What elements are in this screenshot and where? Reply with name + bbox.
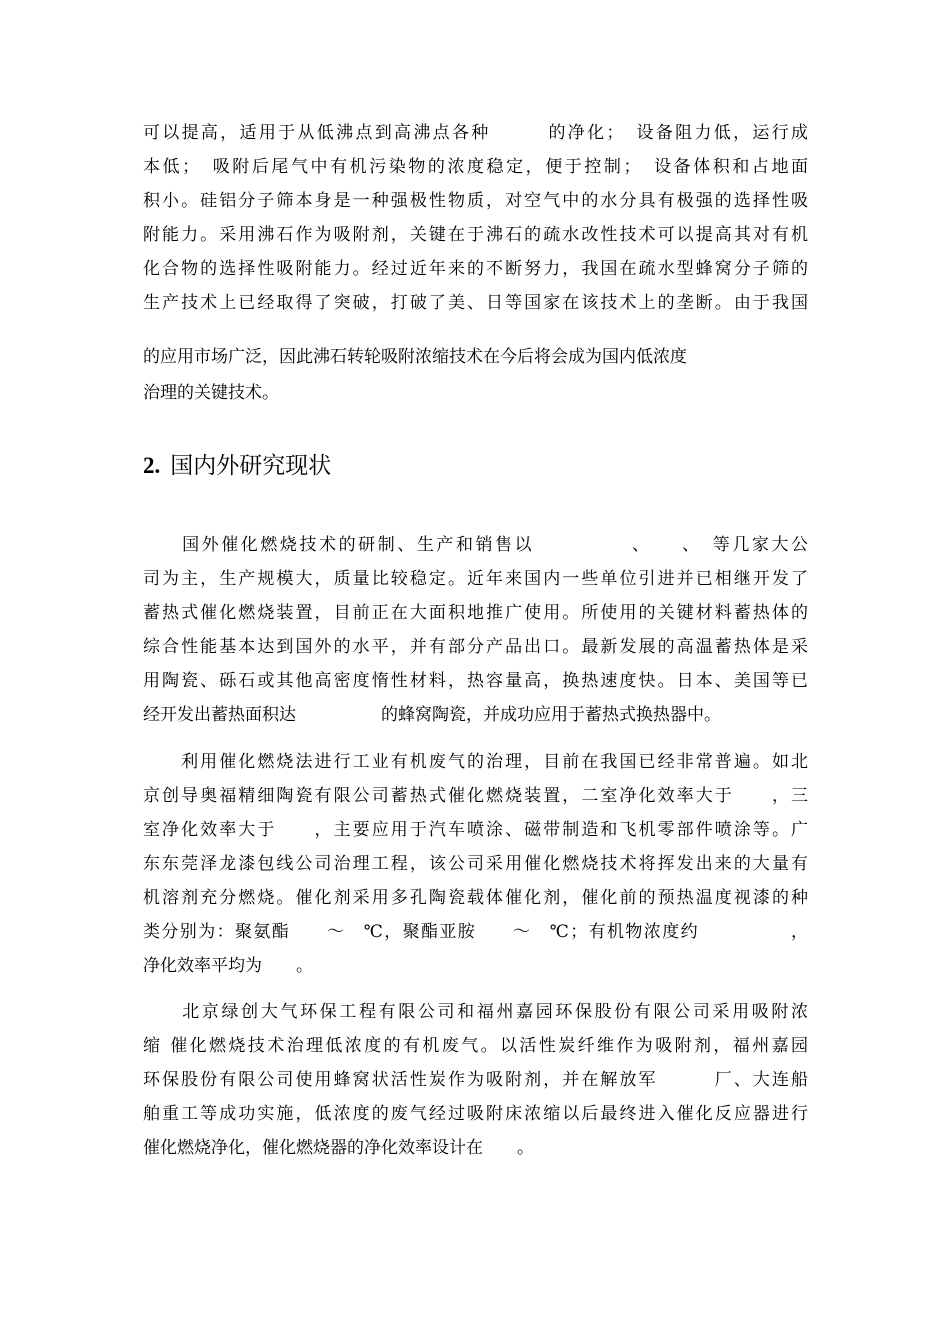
paragraph3-line: 类分别为：聚氨酯 ～ ℃，聚酯亚胺 ～ ℃；有机物浓度约 ， [143,922,808,942]
paragraph4-line: 北京绿创大气环保工程有限公司和福州嘉园环保股份有限公司采用吸附浓 [143,1002,808,1022]
paragraph3-line: 机溶剂充分燃烧。催化剂采用多孔陶瓷载体催化剂，催化前的预热温度视漆的种 [143,888,808,908]
paragraph2-line: 经开发出蓄热面积达 的蜂窝陶瓷，并成功应用于蓄热式换热器中。 [143,705,721,725]
paragraph2-line: 国外催化燃烧技术的研制、生产和销售以 、 、 等几家大公 [143,535,808,555]
paragraph1-line: 附能力。采用沸石作为吸附剂，关键在于沸石的疏水改性技术可以提高其对有机 [143,225,808,245]
paragraph1-line: 的应用市场广泛，因此沸石转轮吸附浓缩技术在今后将会成为国内低浓度 [143,347,687,367]
paragraph4-line: 环保股份有限公司使用蜂窝状活性炭作为吸附剂，并在解放军 厂、大连船 [143,1070,808,1090]
paragraph1-line: 积小。硅铝分子筛本身是一种强极性物质，对空气中的水分具有极强的选择性吸 [143,191,808,211]
paragraph3-line: 京创导奥福精细陶瓷有限公司蓄热式催化燃烧装置，二室净化效率大于 ，三 [143,786,808,806]
paragraph1-line: 可以提高，适用于从低沸点到高沸点各种 的净化； 设备阻力低，运行成 [143,123,808,143]
paragraph3-line: 东东莞泽龙漆包线公司治理工程，该公司采用催化燃烧技术将挥发出来的大量有 [143,854,808,874]
section-heading [143,450,331,482]
paragraph1-line: 化合物的选择性吸附能力。经过近年来的不断努力，我国在疏水型蜂窝分子筛的 [143,259,808,279]
paragraph4-line: 催化燃烧净化，催化燃烧器的净化效率设计在 。 [143,1138,534,1158]
paragraph3-line: 净化效率平均为 。 [143,956,313,976]
section-title: 国内外研究现状 [170,453,332,479]
paragraph2-line: 用陶瓷、砾石或其他高密度惰性材料，热容量高，换热速度快。日本、美国等已 [143,671,808,691]
paragraph2-line: 司为主，生产规模大，质量比较稳定。近年来国内一些单位引进并已相继开发了 [143,569,808,589]
paragraph3-line: 利用催化燃烧法进行工业有机废气的治理，目前在我国已经非常普遍。如北 [143,752,808,772]
paragraph1-line: 生产技术上已经取得了突破，打破了美、日等国家在该技术上的垄断。由于我国 [143,293,808,313]
paragraph2-line: 综合性能基本达到国外的水平，并有部分产品出口。最新发展的高温蓄热体是采 [143,637,808,657]
section-number: 2. [143,453,161,478]
paragraph4-line: 缩 催化燃烧技术治理低浓度的有机废气。以活性炭纤维作为吸附剂，福州嘉园 [143,1036,808,1056]
paragraph4-line: 舶重工等成功实施，低浓度的废气经过吸附床浓缩以后最终进入催化反应器进行 [143,1104,808,1124]
paragraph1-line: 本低； 吸附后尾气中有机污染物的浓度稳定，便于控制； 设备体积和占地面 [143,157,808,177]
paragraph2-line: 蓄热式催化燃烧装置，目前正在大面积地推广使用。所使用的关键材料蓄热体的 [143,603,808,623]
paragraph1-line: 治理的关键技术。 [143,383,279,403]
paragraph3-line: 室净化效率大于 ，主要应用于汽车喷涂、磁带制造和飞机零部件喷涂等。广 [143,820,808,840]
